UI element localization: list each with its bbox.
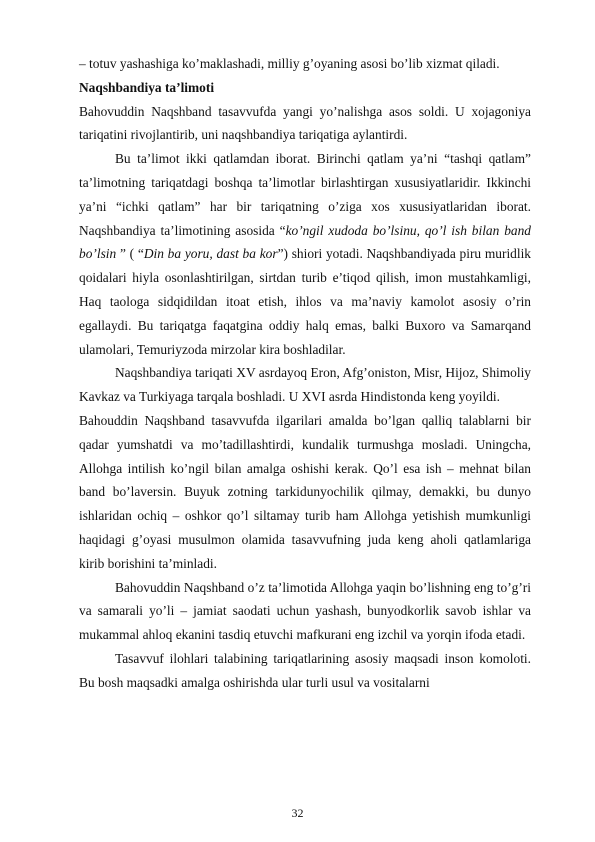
- paragraph-goal: Tasavvuf ilohlari talabining tariqatlarining asosiy maqsadi inson komoloti. Bu bosh maqsadki amalga oshirishda ular turli usul va vositalarni: [79, 650, 531, 690]
- page-number: 32: [291, 806, 304, 820]
- paragraph-layers-end: ”) shiori yotadi. Naqshbandiyada piru muridlik qoidalari hiyla osonlashtirilgan, sirtdan turib e’tiqod qilish, imon mustahkamligi, Haq taologa sidqidildan itoat etish, ihlos va ma’naviy kamolot asosiy o’rin egallaydi. Bu tariqatga faqatgina oddiy halq emas, balki Buxoro va Samarqand ulamolari, Temuriyzoda mirzolar kira boshladilar.: [79, 246, 532, 357]
- paragraph-spread: Naqshbandiya tariqati XV asrdayoq Eron, Afg’oniston, Misr, Hijoz, Shimoliy Kavkaz va Turkiyaga tarqala boshladi. U XVI asrda Hindistonda keng yoyildi.: [79, 365, 531, 405]
- motto-uzbek: ko’ngil xudoda bo’lsinu, qo’l ish bilan band bo’lsin: [79, 222, 531, 262]
- motto-separator: ” ( “: [116, 246, 144, 262]
- paragraph-teachings: Bahouddin Naqshband tasavvufda ilgarilari amalda bo’lgan qalliq talablarni bir qadar yumshatdi va mo’tadillashtirdi, kundalik turmushga mosladi. Uningcha, Allohga intilish ko’ngil bilan amalga oshishi kerak. Qo’l esa ish – mehnat bilan band bo’laversin. Buyuk zotning tarkidunyochilik qilmay, demakki, bu dunyo ishlaridan ochiq – oshkor qo’l siltamay turib ham Allohga yetishish mumkunligi haqidagi g’oyasi musulmon olamida tasavvufning juda keng aholi qatlamlariga kirib borishini ta’minladi.: [79, 412, 531, 571]
- paragraph-layers-text: Bu ta’limot ikki qatlamdan iborat. Birinchi qatlam ya’ni “tashqi qatlam” ta’limotning tariqatdagi boshqa ta’limotlar birlashtirgan xususiyatlaridir. Ikkinchi ya’ni “ichki qatlam” har bir tariqatning o’ziga xos xususiyatlaridan iborat. Naqshbandiya ta’limotining asosida “: [79, 151, 531, 238]
- motto-persian: Din ba yoru, dast ba kor: [143, 246, 278, 262]
- section-heading: Naqshbandiya ta’limoti: [79, 79, 215, 95]
- paragraph-path: Bahovuddin Naqshband o’z ta’limotida Allohga yaqin bo’lishning eng to’g’ri va samarali yo’li – jamiat saodati uchun yashash, bunyodkorlik savob ishlar va mukammal ahloq ekanini tasdiq etuvchi mafkurani eng izchil va yorqin ifoda etadi.: [79, 579, 531, 643]
- paragraph-continuation: – totuv yashashiga ko’maklashadi, milliy g’oyaning asosi bo’lib xizmat qiladi.: [79, 56, 500, 71]
- document-page: [79, 52, 531, 695]
- paragraph-intro: Bahovuddin Naqshband tasavvufda yangi yo’nalishga asos soldi. U xojagoniya tariqatini rivojlantirib, uni naqshbandiya tariqatiga aylantirdi.: [79, 103, 531, 143]
- paragraph-layers: [79, 147, 531, 361]
